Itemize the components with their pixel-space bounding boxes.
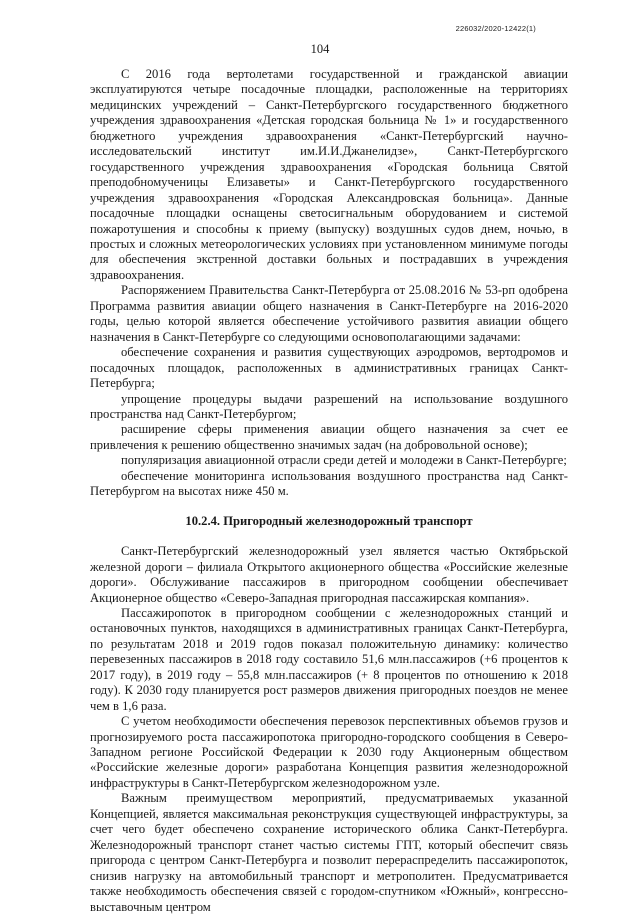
page-body xyxy=(90,67,568,915)
aviation-task-popularization: популяризация авиационной отрасли среди детей и молодежи в Санкт-Петербурге; xyxy=(121,453,567,468)
section-title-railway: 10.2.4. Пригородный железнодорожный транспорт xyxy=(185,513,473,528)
aviation-section xyxy=(90,67,568,500)
page-number: 104 xyxy=(310,42,330,56)
document-registration-number: 226032/2020-12422(1) xyxy=(455,24,536,33)
aviation-task-social-use: расширение сферы применения авиации общего назначения за счет ее привлечения к решению общественно значимых задач (на добровольной основе); xyxy=(90,422,568,452)
railway-paragraph-advantages: Важным преимуществом мероприятий, предусматриваемых указанной Концепцией, является максимальная реконструкция существующей инфраструктуры, за счет чего будет обеспечено сохранение исторического облика Санкт-Петербурга. Железнодорожный транспорт станет частью системы ГПТ, который обеспечит связь пригорода с центром Санкт-Петербурга и позволит перераспределить пассажиропоток, снизив нагрузку на автомобильный транспорт и метрополитен. Предусматривается также необходимость обеспечения связей с городом-спутником «Южный», конгрессно-выставочным центром xyxy=(90,791,568,914)
railway-paragraph-passenger-flow: Пассажиропоток в пригородном сообщении с железнодорожных станций и остановочных пунктов, находящихся в административных границах Санкт-Петербурга, по результатам 2018 и 2019 годов показал положительную динамику: количество перевезенных пассажиров в 2018 году составило 51,6 млн.пассажиров (+6 процентов к 2017 году), в 2019 году – 55,8 млн.пассажиров (+ 8 процентов по отношению к 2018 году). К 2030 году планируется рост размеров движения пригородных поездов не менее чем в 1,6 раза. xyxy=(90,605,568,713)
aviation-task-aerodromes: обеспечение сохранения и развития существующих аэродромов, вертодромов и посадочных площадок, расположенных в административных границах Санкт-Петербурга; xyxy=(90,345,568,391)
aviation-paragraph-program: Распоряжением Правительства Санкт-Петербурга от 25.08.2016 № 53-рп одобрена Программа развития авиации общего назначения в Санкт-Петербурге на 2016-2020 годы, целью которой является обеспечение устойчивого развития авиации общего назначения в Санкт-Петербурге со следующими основополагающими задачами: xyxy=(90,283,568,344)
railway-paragraph-concept: С учетом необходимости обеспечения перевозок перспективных объемов грузов и прогнозируемого роста пассажиропотока пригородно-городского сообщения в Северо-Западном регионе Российской Федерации к 2030 году Акционерным обществом «Российские железные дороги» разработана Концепция развития железнодорожной инфраструктуры в Санкт-Петербургском железнодорожном узле. xyxy=(90,714,568,790)
aviation-paragraph-helipads: С 2016 года вертолетами государственной и гражданской авиации эксплуатируются четыре посадочные площадки, расположенные на территориях медицинских учреждений – Санкт-Петербургского государственного бюджетного учреждения здравоохранения «Детская городская больница № 1» и государственного бюджетного учреждения здравоохранения «Санкт-Петербургский научно-исследовательский институт им.И.И.Джанелидзе», Санкт-Петербургского государственного учреждения здравоохранения «Городская больница Святой преподобномученицы Елизаветы» и Санкт-Петербургского государственного учреждения здравоохранения «Городская Александровская больница». Данные посадочные площадки оснащены светосигнальным оборудованием и системой пожаротушения и способны к приему (выпуску) воздушных судов днем, ночью, в простых и сложных метеорологических условиях при установленном минимуме погоды для обеспечения экстренной доставки больных и пострадавших в учреждения здравоохранения. xyxy=(90,67,568,282)
aviation-task-airspace-permits: упрощение процедуры выдачи разрешений на использование воздушного пространства над Санкт-Петербургом; xyxy=(90,391,568,421)
railway-section xyxy=(90,544,568,915)
railway-paragraph-node: Санкт-Петербургский железнодорожный узел является частью Октябрьской железной дороги – филиала Открытого акционерного общества «Российские железные дороги». Обслуживание пассажиров в пригородном сообщении обеспечивает Акционерное общество «Северо-Западная пригородная пассажирская компания». xyxy=(90,544,568,605)
aviation-task-monitoring: обеспечение мониторинга использования воздушного пространства над Санкт-Петербургом на высотах ниже 450 м. xyxy=(90,468,568,499)
